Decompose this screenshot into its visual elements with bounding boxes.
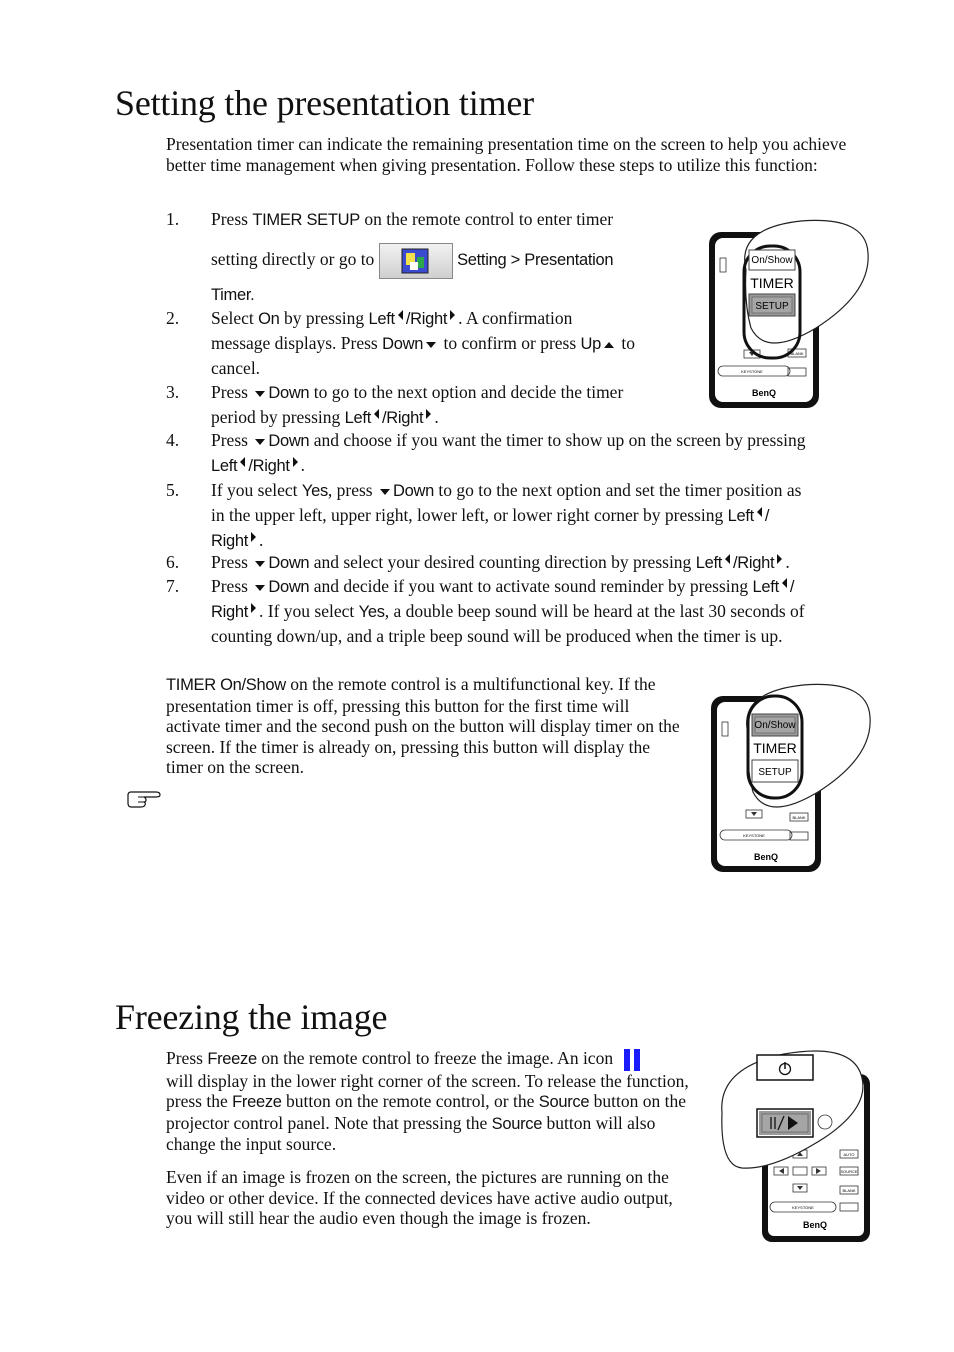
text: Press [211, 576, 253, 596]
text: to go to the next option and set the timer position as [434, 480, 802, 500]
step-1-line3 [211, 282, 254, 307]
text: in the upper left, upper right, lower left, or lower right corner by pressing [211, 505, 728, 525]
down-arrow-icon [380, 489, 390, 495]
keystone-label: KEYSTONE [741, 369, 763, 374]
text: period by pressing [211, 407, 345, 427]
timer-note [166, 674, 686, 778]
key-on: On [258, 310, 280, 328]
blank-label: BLANK [792, 815, 806, 820]
left-arrow-icon [782, 578, 787, 588]
key-freeze: Freeze [232, 1093, 282, 1112]
key-down: Down [268, 432, 310, 450]
step-3 [211, 380, 691, 430]
step-number: 7. [166, 576, 180, 596]
timer-label: TIMER [750, 275, 794, 291]
remote-timer-onshow-illustration [708, 682, 874, 876]
left-arrow-icon [374, 409, 379, 419]
down-arrow-icon [255, 391, 265, 397]
text: on the remote control is a multifunctional key. If the presentation timer is off, pressing this button for the first time will activate timer and the second push on the button will display timer on the screen. If the timer is already on, pressing this button will display the timer on the screen. [166, 674, 680, 777]
step-5 [211, 478, 881, 553]
blank-label: BLANK [790, 351, 804, 356]
down-arrow-icon [255, 561, 265, 567]
key-right: /Right [405, 310, 448, 328]
text: and select your desired counting direction by pressing [309, 552, 696, 572]
key-yes: Yes [358, 603, 385, 621]
key-down: Down [268, 578, 310, 596]
key-timer-onshow: TIMER On/Show [166, 676, 286, 694]
text: If you select [211, 480, 302, 500]
key-right: Right [211, 532, 249, 550]
text: button will also change the input source. [166, 1112, 656, 1155]
text: and choose if you want the timer to show up on the screen by pressing [309, 430, 806, 450]
text: . [785, 552, 790, 572]
text: . A confirmation [458, 308, 573, 328]
text: Press [211, 209, 253, 229]
key-slash: / [789, 578, 795, 596]
key-down: Down [268, 384, 310, 402]
left-arrow-icon [757, 507, 762, 517]
right-arrow-icon [777, 554, 782, 564]
text: on the remote control to enter timer [359, 209, 614, 229]
key-left: Left [752, 578, 779, 596]
step-number: 1. [166, 209, 180, 229]
key-right: /Right [733, 554, 775, 572]
text: to go to the next option and decide the timer [309, 382, 624, 402]
key-left: Left [344, 409, 371, 427]
text: and decide if you want to activate sound reminder by pressing [309, 576, 753, 596]
text: . [434, 407, 439, 427]
right-arrow-icon [293, 457, 298, 467]
step-6 [211, 550, 901, 575]
text: Press [211, 552, 253, 572]
step-number: 4. [166, 430, 180, 450]
brand-logo: BenQ [802, 1220, 828, 1230]
key-down: Down [268, 554, 310, 572]
section-title-freeze: Freezing the image [115, 997, 388, 1037]
text: button on the remote control, or the [281, 1091, 539, 1112]
right-arrow-icon [426, 409, 431, 419]
key-source: Source [491, 1114, 543, 1133]
on-show-label: On/Show [754, 720, 796, 731]
menu-path-end: Timer. [211, 286, 255, 304]
step-number: 2. [166, 308, 180, 328]
step-1-line2 [211, 240, 681, 279]
right-arrow-icon [251, 603, 256, 613]
left-arrow-icon [240, 457, 245, 467]
on-show-label: On/Show [751, 255, 793, 266]
key-left: Left [211, 457, 238, 475]
freeze-paragraph-1 [166, 1048, 694, 1155]
down-arrow-icon [255, 439, 265, 445]
text: Press [211, 382, 253, 402]
text: counting down/up, and a triple beep sound will be produced when the timer is up. [211, 626, 783, 646]
section-title-timer: Setting the presentation timer [115, 83, 534, 123]
remote-freeze-illustration [714, 1048, 874, 1244]
keystone-label: KEYSTONE [743, 833, 765, 838]
text: Press [166, 1048, 208, 1068]
step-number: 3. [166, 382, 180, 402]
text: Select [211, 308, 259, 328]
key-down: Down [393, 482, 434, 500]
blank-label: BLANK [842, 1188, 856, 1193]
key-up: Up [580, 335, 602, 353]
key-timer-setup: TIMER SETUP [252, 211, 360, 229]
key-left: Left [695, 554, 723, 572]
setting-menu-icon [379, 243, 453, 279]
right-arrow-icon [450, 310, 455, 320]
text: . If you select [259, 601, 359, 621]
freeze-pause-icon [623, 1049, 643, 1071]
setup-label: SETUP [758, 767, 792, 778]
timer-intro: Presentation timer can indicate the remaining presentation time on the screen to help you achieve better time management when giving presentation. Follow these steps to utilize this function: [166, 134, 847, 175]
step-7 [211, 574, 891, 648]
step-1 [211, 207, 691, 232]
left-arrow-icon [725, 554, 730, 564]
setup-label: SETUP [755, 301, 789, 312]
step-2 [211, 306, 691, 380]
text: Press [211, 430, 253, 450]
key-left: Left [727, 507, 754, 525]
auto-label: AUTO [843, 1152, 855, 1157]
key-left: Left [368, 310, 395, 328]
step-4 [211, 428, 881, 478]
right-arrow-icon [251, 532, 256, 542]
text: to [617, 333, 636, 353]
step-number: 6. [166, 552, 180, 572]
keystone-label: KEYSTONE [792, 1205, 814, 1210]
timer-label: TIMER [753, 740, 797, 756]
text: cancel. [211, 358, 261, 378]
left-arrow-icon [398, 310, 403, 320]
up-arrow-icon [604, 342, 614, 348]
key-right: /Right [248, 457, 290, 475]
down-arrow-icon [426, 342, 436, 348]
text: on the remote control to freeze the image. An icon [256, 1048, 614, 1068]
text: , a double beep sound will be heard at the last 30 seconds of [384, 601, 805, 621]
freeze-paragraph-2: Even if an image is frozen on the screen, the pictures are running on the video or other device. If the connected devices have active audio output, you will still hear the audio even though the image is frozen. [166, 1167, 673, 1228]
key-right: Right [211, 603, 249, 621]
key-freeze: Freeze [207, 1050, 257, 1068]
step-number: 5. [166, 480, 180, 500]
text: . [300, 455, 306, 475]
text: . [259, 530, 264, 550]
source-label: SOURCE [840, 1169, 858, 1174]
menu-path: Setting > Presentation [457, 251, 614, 269]
brand-logo: BenQ [751, 388, 777, 398]
key-right: /Right [382, 409, 424, 427]
text: message displays. Press [211, 333, 383, 353]
remote-timer-setup-illustration [706, 218, 872, 412]
text: will display in the lower right corner of the screen. To release the function, press the [166, 1070, 689, 1112]
text: to confirm or press [439, 333, 581, 353]
text: , press [327, 480, 377, 500]
key-yes: Yes [301, 482, 328, 500]
key-down: Down [382, 335, 424, 353]
text: setting directly or go to [211, 249, 379, 269]
pointing-hand-icon [126, 789, 164, 809]
text: by pressing [279, 308, 369, 328]
key-slash: / [764, 507, 770, 525]
text: button on the projector control panel. Note that pressing the [166, 1091, 686, 1133]
key-source: Source [538, 1093, 590, 1112]
brand-logo: BenQ [753, 852, 779, 862]
down-arrow-icon [255, 585, 265, 591]
